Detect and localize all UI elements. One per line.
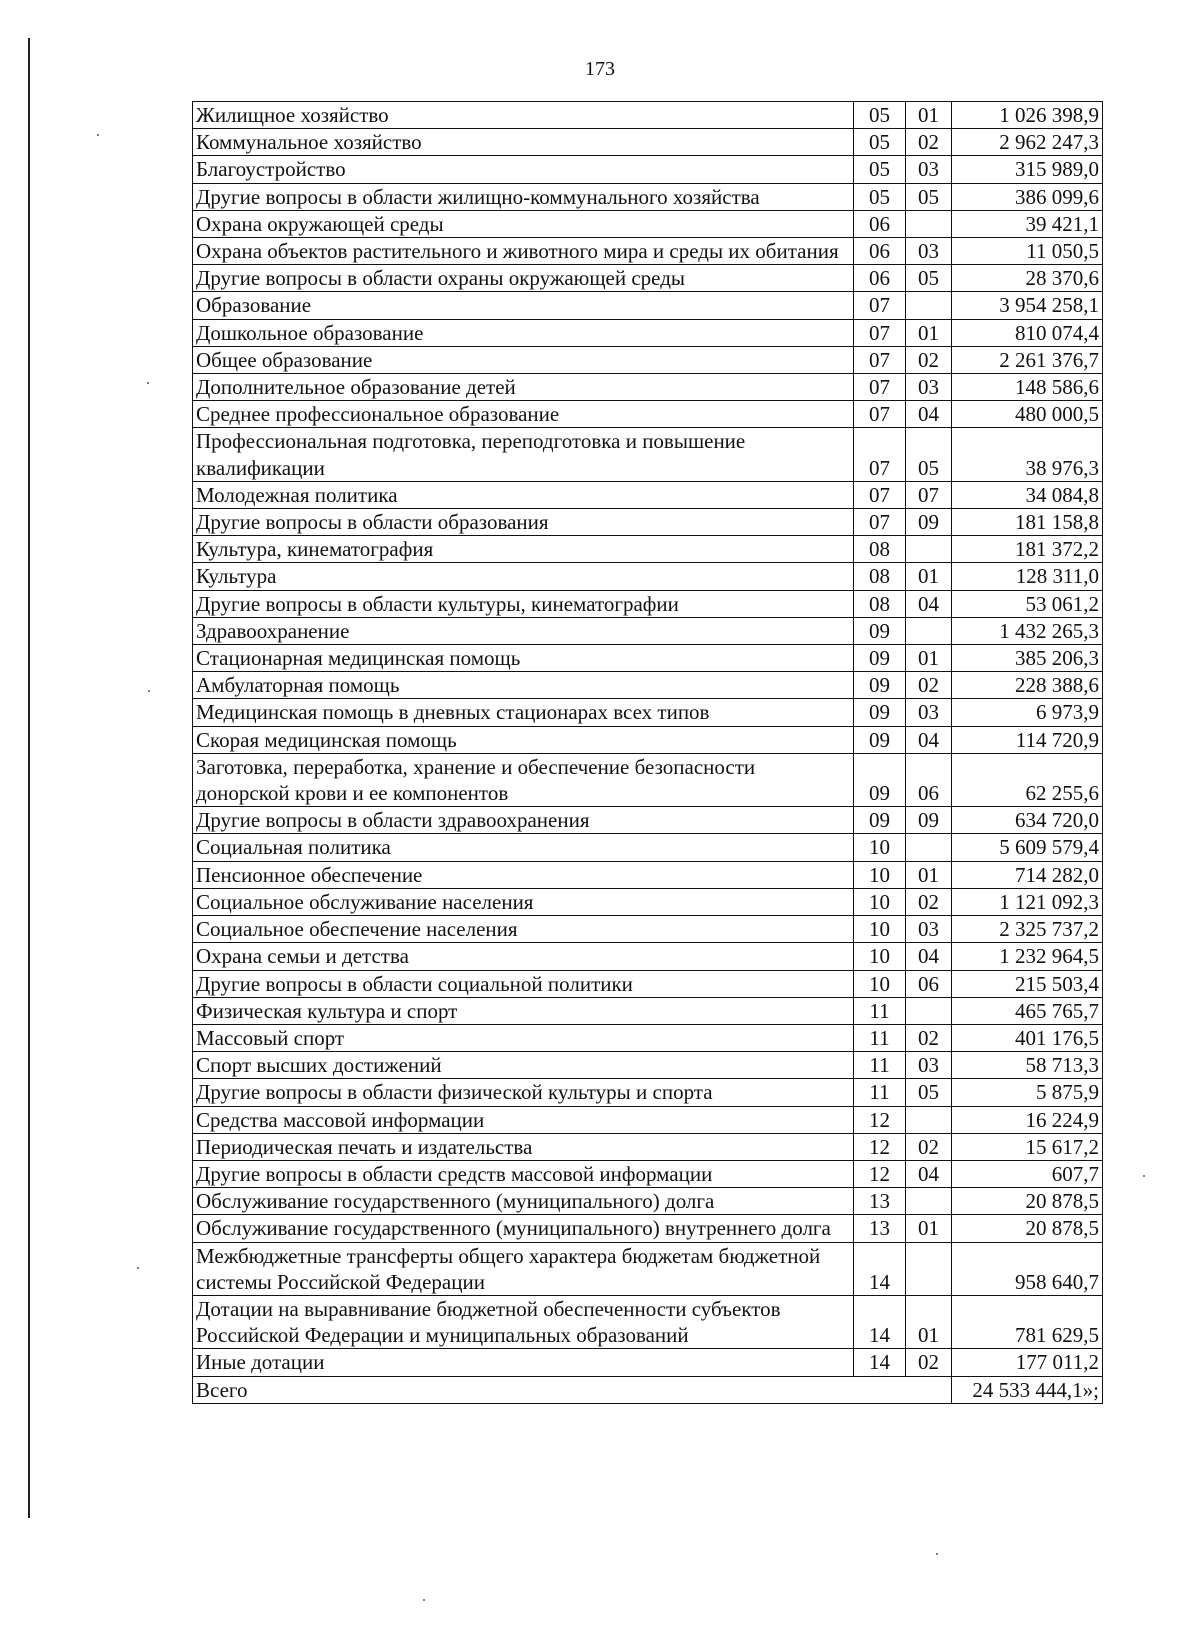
row-subsection-code: 03 bbox=[906, 699, 952, 726]
row-subsection-code bbox=[906, 536, 952, 563]
row-sum: 128 311,0 bbox=[952, 563, 1103, 590]
row-name: Охрана объектов растительного и животного мира и среды их обитания bbox=[193, 238, 854, 265]
table-row bbox=[193, 265, 1103, 292]
row-section-code: 11 bbox=[854, 1079, 906, 1106]
row-section-code: 09 bbox=[854, 645, 906, 672]
row-section-code: 07 bbox=[854, 319, 906, 346]
table-row bbox=[193, 1052, 1103, 1079]
row-sum: 20 878,5 bbox=[952, 1188, 1103, 1215]
scan-speck bbox=[423, 1599, 425, 1601]
row-sum: 2 325 737,2 bbox=[952, 916, 1103, 943]
row-name: Дополнительное образование детей bbox=[193, 374, 854, 401]
row-section-code: 07 bbox=[854, 509, 906, 536]
row-subsection-code bbox=[906, 834, 952, 861]
row-subsection-code: 03 bbox=[906, 374, 952, 401]
row-subsection-code: 01 bbox=[906, 102, 952, 129]
row-name: Образование bbox=[193, 292, 854, 319]
row-sum: 386 099,6 bbox=[952, 183, 1103, 210]
row-subsection-code: 06 bbox=[906, 970, 952, 997]
row-subsection-code: 09 bbox=[906, 509, 952, 536]
row-section-code: 07 bbox=[854, 428, 906, 481]
row-subsection-code bbox=[906, 210, 952, 237]
row-subsection-code bbox=[906, 617, 952, 644]
row-section-code: 06 bbox=[854, 210, 906, 237]
row-name: Стационарная медицинская помощь bbox=[193, 645, 854, 672]
row-sum: 6 973,9 bbox=[952, 699, 1103, 726]
total-sum: 24 533 444,1»; bbox=[952, 1376, 1103, 1403]
row-section-code: 09 bbox=[854, 753, 906, 806]
row-sum: 38 976,3 bbox=[952, 428, 1103, 481]
row-name: Среднее профессиональное образование bbox=[193, 401, 854, 428]
row-sum: 20 878,5 bbox=[952, 1215, 1103, 1242]
row-name: Физическая культура и спорт bbox=[193, 997, 854, 1024]
table-row bbox=[193, 1295, 1103, 1348]
table-row bbox=[193, 183, 1103, 210]
row-section-code: 11 bbox=[854, 997, 906, 1024]
row-name: Общее образование bbox=[193, 346, 854, 373]
row-name: Культура bbox=[193, 563, 854, 590]
table-row bbox=[193, 129, 1103, 156]
row-subsection-code: 04 bbox=[906, 401, 952, 428]
row-subsection-code: 05 bbox=[906, 1079, 952, 1106]
row-section-code: 10 bbox=[854, 916, 906, 943]
row-name: Благоустройство bbox=[193, 156, 854, 183]
scan-speck bbox=[1143, 1175, 1145, 1177]
row-sum: 53 061,2 bbox=[952, 590, 1103, 617]
row-name: Охрана окружающей среды bbox=[193, 210, 854, 237]
row-subsection-code: 05 bbox=[906, 183, 952, 210]
row-sum: 607,7 bbox=[952, 1160, 1103, 1187]
row-sum: 28 370,6 bbox=[952, 265, 1103, 292]
row-name: Культура, кинематография bbox=[193, 536, 854, 563]
row-section-code: 05 bbox=[854, 156, 906, 183]
row-name: Межбюджетные трансферты общего характера бюджетам бюджетной системы Российской Федерации bbox=[193, 1242, 854, 1295]
table-row bbox=[193, 428, 1103, 481]
table-row bbox=[193, 563, 1103, 590]
row-subsection-code: 01 bbox=[906, 1215, 952, 1242]
table-row bbox=[193, 401, 1103, 428]
row-subsection-code: 05 bbox=[906, 265, 952, 292]
row-name: Здравоохранение bbox=[193, 617, 854, 644]
row-section-code: 05 bbox=[854, 102, 906, 129]
row-section-code: 09 bbox=[854, 699, 906, 726]
table-row bbox=[193, 319, 1103, 346]
row-name: Коммунальное хозяйство bbox=[193, 129, 854, 156]
table-row bbox=[193, 292, 1103, 319]
table-row bbox=[193, 1133, 1103, 1160]
table-row bbox=[193, 102, 1103, 129]
row-name: Средства массовой информации bbox=[193, 1106, 854, 1133]
table-row bbox=[193, 645, 1103, 672]
table-row bbox=[193, 807, 1103, 834]
row-sum: 11 050,5 bbox=[952, 238, 1103, 265]
row-subsection-code: 01 bbox=[906, 1295, 952, 1348]
row-sum: 15 617,2 bbox=[952, 1133, 1103, 1160]
row-sum: 634 720,0 bbox=[952, 807, 1103, 834]
row-subsection-code: 04 bbox=[906, 590, 952, 617]
row-sum: 315 989,0 bbox=[952, 156, 1103, 183]
row-sum: 215 503,4 bbox=[952, 970, 1103, 997]
table-row bbox=[193, 888, 1103, 915]
row-section-code: 10 bbox=[854, 970, 906, 997]
row-name: Массовый спорт bbox=[193, 1024, 854, 1051]
row-section-code: 07 bbox=[854, 481, 906, 508]
row-section-code: 05 bbox=[854, 129, 906, 156]
row-sum: 3 954 258,1 bbox=[952, 292, 1103, 319]
table-row bbox=[193, 672, 1103, 699]
row-subsection-code bbox=[906, 1242, 952, 1295]
table-row bbox=[193, 238, 1103, 265]
row-name: Другие вопросы в области образования bbox=[193, 509, 854, 536]
table-row bbox=[193, 509, 1103, 536]
row-name: Социальное обслуживание населения bbox=[193, 888, 854, 915]
row-sum: 1 232 964,5 bbox=[952, 943, 1103, 970]
table-row bbox=[193, 699, 1103, 726]
row-sum: 958 640,7 bbox=[952, 1242, 1103, 1295]
row-subsection-code: 02 bbox=[906, 346, 952, 373]
row-section-code: 09 bbox=[854, 726, 906, 753]
row-section-code: 08 bbox=[854, 590, 906, 617]
row-subsection-code: 04 bbox=[906, 726, 952, 753]
row-sum: 1 121 092,3 bbox=[952, 888, 1103, 915]
row-sum: 58 713,3 bbox=[952, 1052, 1103, 1079]
row-sum: 5 875,9 bbox=[952, 1079, 1103, 1106]
row-sum: 228 388,6 bbox=[952, 672, 1103, 699]
row-name: Медицинская помощь в дневных стационарах всех типов bbox=[193, 699, 854, 726]
table-row bbox=[193, 916, 1103, 943]
row-section-code: 05 bbox=[854, 183, 906, 210]
table-row bbox=[193, 481, 1103, 508]
table-row bbox=[193, 1242, 1103, 1295]
budget-table-body bbox=[193, 102, 1103, 1404]
row-section-code: 10 bbox=[854, 861, 906, 888]
scan-speck bbox=[147, 382, 149, 384]
row-subsection-code: 02 bbox=[906, 1024, 952, 1051]
row-sum: 781 629,5 bbox=[952, 1295, 1103, 1348]
row-name: Профессиональная подготовка, переподготовка и повышение квалификации bbox=[193, 428, 854, 481]
row-sum: 5 609 579,4 bbox=[952, 834, 1103, 861]
row-name: Другие вопросы в области средств массовой информации bbox=[193, 1160, 854, 1187]
row-subsection-code bbox=[906, 292, 952, 319]
table-row bbox=[193, 346, 1103, 373]
row-subsection-code: 04 bbox=[906, 1160, 952, 1187]
row-section-code: 07 bbox=[854, 346, 906, 373]
row-name: Другие вопросы в области жилищно-коммунального хозяйства bbox=[193, 183, 854, 210]
row-subsection-code: 03 bbox=[906, 238, 952, 265]
row-section-code: 10 bbox=[854, 834, 906, 861]
row-section-code: 07 bbox=[854, 292, 906, 319]
scan-speck bbox=[97, 134, 99, 136]
table-row bbox=[193, 536, 1103, 563]
row-section-code: 06 bbox=[854, 238, 906, 265]
total-label: Всего bbox=[193, 1376, 952, 1403]
table-row bbox=[193, 726, 1103, 753]
row-subsection-code: 01 bbox=[906, 319, 952, 346]
row-sum: 181 372,2 bbox=[952, 536, 1103, 563]
table-row bbox=[193, 1188, 1103, 1215]
table-row bbox=[193, 374, 1103, 401]
row-section-code: 13 bbox=[854, 1215, 906, 1242]
row-section-code: 06 bbox=[854, 265, 906, 292]
row-name: Другие вопросы в области физической культуры и спорта bbox=[193, 1079, 854, 1106]
row-subsection-code bbox=[906, 1188, 952, 1215]
row-sum: 810 074,4 bbox=[952, 319, 1103, 346]
table-row bbox=[193, 156, 1103, 183]
row-subsection-code: 05 bbox=[906, 428, 952, 481]
row-sum: 2 962 247,3 bbox=[952, 129, 1103, 156]
table-row bbox=[193, 1215, 1103, 1242]
row-sum: 114 720,9 bbox=[952, 726, 1103, 753]
row-subsection-code: 01 bbox=[906, 645, 952, 672]
row-sum: 1 026 398,9 bbox=[952, 102, 1103, 129]
row-name: Пенсионное обеспечение bbox=[193, 861, 854, 888]
row-sum: 16 224,9 bbox=[952, 1106, 1103, 1133]
row-name: Периодическая печать и издательства bbox=[193, 1133, 854, 1160]
row-section-code: 12 bbox=[854, 1106, 906, 1133]
row-sum: 177 011,2 bbox=[952, 1349, 1103, 1376]
row-name: Иные дотации bbox=[193, 1349, 854, 1376]
row-subsection-code: 02 bbox=[906, 672, 952, 699]
row-section-code: 07 bbox=[854, 374, 906, 401]
row-subsection-code: 09 bbox=[906, 807, 952, 834]
row-name: Обслуживание государственного (муниципального) долга bbox=[193, 1188, 854, 1215]
row-section-code: 10 bbox=[854, 943, 906, 970]
table-row bbox=[193, 1160, 1103, 1187]
row-sum: 401 176,5 bbox=[952, 1024, 1103, 1051]
row-subsection-code: 07 bbox=[906, 481, 952, 508]
row-section-code: 08 bbox=[854, 536, 906, 563]
table-row bbox=[193, 1106, 1103, 1133]
row-sum: 2 261 376,7 bbox=[952, 346, 1103, 373]
row-sum: 465 765,7 bbox=[952, 997, 1103, 1024]
row-sum: 39 421,1 bbox=[952, 210, 1103, 237]
row-name: Другие вопросы в области здравоохранения bbox=[193, 807, 854, 834]
table-row bbox=[193, 617, 1103, 644]
table-row bbox=[193, 943, 1103, 970]
row-section-code: 09 bbox=[854, 807, 906, 834]
table-row bbox=[193, 590, 1103, 617]
scan-speck bbox=[148, 690, 150, 692]
row-sum: 181 158,8 bbox=[952, 509, 1103, 536]
row-sum: 62 255,6 bbox=[952, 753, 1103, 806]
row-section-code: 11 bbox=[854, 1052, 906, 1079]
total-row bbox=[193, 1376, 1103, 1403]
row-subsection-code: 04 bbox=[906, 943, 952, 970]
row-subsection-code: 02 bbox=[906, 129, 952, 156]
table-row bbox=[193, 861, 1103, 888]
table-row bbox=[193, 970, 1103, 997]
row-name: Социальное обеспечение населения bbox=[193, 916, 854, 943]
row-subsection-code bbox=[906, 997, 952, 1024]
row-section-code: 09 bbox=[854, 617, 906, 644]
table-row bbox=[193, 1349, 1103, 1376]
row-subsection-code bbox=[906, 1106, 952, 1133]
row-section-code: 13 bbox=[854, 1188, 906, 1215]
row-name: Другие вопросы в области социальной политики bbox=[193, 970, 854, 997]
row-sum: 34 084,8 bbox=[952, 481, 1103, 508]
row-sum: 714 282,0 bbox=[952, 861, 1103, 888]
row-name: Жилищное хозяйство bbox=[193, 102, 854, 129]
row-section-code: 14 bbox=[854, 1242, 906, 1295]
row-subsection-code: 03 bbox=[906, 1052, 952, 1079]
row-sum: 480 000,5 bbox=[952, 401, 1103, 428]
row-subsection-code: 03 bbox=[906, 156, 952, 183]
row-name: Охрана семьи и детства bbox=[193, 943, 854, 970]
row-name: Обслуживание государственного (муниципального) внутреннего долга bbox=[193, 1215, 854, 1242]
scan-speck bbox=[137, 1267, 139, 1269]
row-subsection-code: 06 bbox=[906, 753, 952, 806]
row-subsection-code: 02 bbox=[906, 888, 952, 915]
page-number: 173 bbox=[585, 58, 615, 80]
budget-table bbox=[192, 101, 1103, 1404]
row-section-code: 09 bbox=[854, 672, 906, 699]
row-name: Скорая медицинская помощь bbox=[193, 726, 854, 753]
table-row bbox=[193, 210, 1103, 237]
row-name: Молодежная политика bbox=[193, 481, 854, 508]
row-subsection-code: 02 bbox=[906, 1349, 952, 1376]
row-sum: 148 586,6 bbox=[952, 374, 1103, 401]
row-name: Другие вопросы в области охраны окружающей среды bbox=[193, 265, 854, 292]
row-section-code: 07 bbox=[854, 401, 906, 428]
row-name: Амбулаторная помощь bbox=[193, 672, 854, 699]
row-section-code: 10 bbox=[854, 888, 906, 915]
row-name: Социальная политика bbox=[193, 834, 854, 861]
table-row bbox=[193, 753, 1103, 806]
row-sum: 385 206,3 bbox=[952, 645, 1103, 672]
row-name: Заготовка, переработка, хранение и обеспечение безопасности донорской крови и ее компонентов bbox=[193, 753, 854, 806]
row-section-code: 11 bbox=[854, 1024, 906, 1051]
table-row bbox=[193, 1024, 1103, 1051]
table-row bbox=[193, 997, 1103, 1024]
row-sum: 1 432 265,3 bbox=[952, 617, 1103, 644]
row-name: Дошкольное образование bbox=[193, 319, 854, 346]
page-margin-rule bbox=[28, 38, 30, 1518]
row-subsection-code: 01 bbox=[906, 861, 952, 888]
row-section-code: 14 bbox=[854, 1295, 906, 1348]
row-section-code: 14 bbox=[854, 1349, 906, 1376]
row-subsection-code: 01 bbox=[906, 563, 952, 590]
row-subsection-code: 03 bbox=[906, 916, 952, 943]
table-row bbox=[193, 834, 1103, 861]
row-section-code: 08 bbox=[854, 563, 906, 590]
table-row bbox=[193, 1079, 1103, 1106]
scan-speck bbox=[936, 1553, 938, 1555]
row-subsection-code: 02 bbox=[906, 1133, 952, 1160]
row-section-code: 12 bbox=[854, 1133, 906, 1160]
row-name: Другие вопросы в области культуры, кинематографии bbox=[193, 590, 854, 617]
row-section-code: 12 bbox=[854, 1160, 906, 1187]
row-name: Спорт высших достижений bbox=[193, 1052, 854, 1079]
row-name: Дотации на выравнивание бюджетной обеспеченности субъектов Российской Федерации и муниципальных образований bbox=[193, 1295, 854, 1348]
